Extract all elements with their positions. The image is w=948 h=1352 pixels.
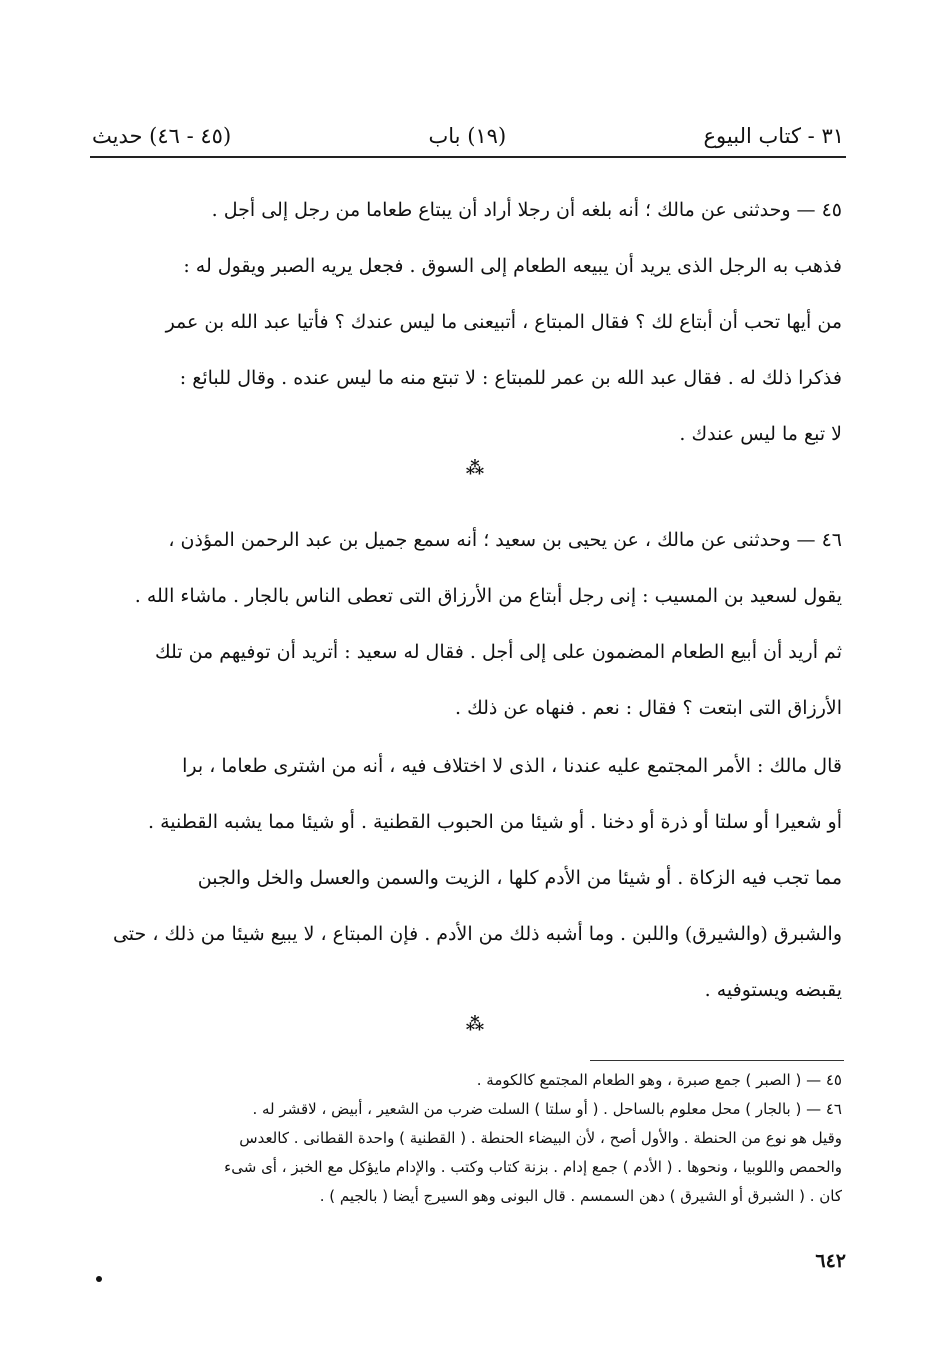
section-separator: ⁂	[465, 1014, 483, 1035]
header-chapter: ٣١ - كتاب البيوع	[703, 124, 844, 148]
malik-commentary	[96, 738, 842, 1018]
hadith-46-line: الأرزاق التى ابتعت ؟ فقال : نعم . فنهاه عن ذلك .	[454, 697, 842, 719]
header-hadith-range: (٤٥ - ٤٦) حديث	[92, 124, 232, 148]
footnote-line: كان . ( الشبرق أو الشيرق ) دهن السمسم . قال البونى وهو السيرج أيضا ( بالجيم ) .	[319, 1187, 842, 1205]
hadith-45-line: لا تبع ما ليس عندك .	[679, 423, 842, 445]
page-header	[92, 118, 844, 154]
malik-line: قال مالك : الأمر المجتمع عليه عندنا ، الذى لا اختلاف فيه ، أنه من اشترى طعاما ، برا	[182, 755, 842, 777]
footnotes	[96, 1066, 842, 1211]
section-separator: ⁂	[465, 458, 483, 479]
footnote-line: ٤٦ — ( بالجار ) محل معلوم بالساحل . ( أو سلتا ) السلت ضرب من الشعير ، أبيض ، لاقشر له .	[252, 1100, 842, 1118]
header-rule	[90, 156, 846, 158]
hadith-45	[96, 182, 842, 462]
footnote-rule	[590, 1060, 844, 1061]
hadith-45-line: فذكرا ذلك له . فقال عبد الله بن عمر للمبتاع : لا تبتع منه ما ليس عنده . وقال للبائع :	[179, 367, 842, 389]
page-number: ٦٤٢	[815, 1250, 846, 1272]
hadith-46-line: يقول لسعيد بن المسيب : إنى رجل أبتاع من الأرزاق التى تعطى الناس بالجار . ماشاء الله .	[134, 585, 842, 607]
header-bab: (١٩) باب	[428, 124, 507, 148]
footnote-line: والحمص واللوبيا ، ونحوها . ( الأدم ) جمع إدام . بزنة كتاب وكتب . والإدام مايؤكل مع الخبز ، أى شىء	[224, 1158, 842, 1176]
malik-line: والشبرق (والشيرق) واللبن . وما أشبه ذلك من الأدم . فإن المبتاع ، لا يبيع شيئا من ذلك ، حتى	[112, 923, 842, 945]
hadith-46-line: ٤٦ — وحدثنى عن مالك ، عن يحيى بن سعيد ؛ أنه سمع جميل بن عبد الرحمن المؤذن ،	[168, 529, 842, 551]
malik-line: أو شعيرا أو سلتا أو ذرة أو دخنا . أو شيئا من الحبوب القطنية . أو شيئا مما يشبه القطنية .	[148, 811, 842, 833]
footnote-line: ٤٥ — ( الصبر ) جمع صبرة ، وهو الطعام المجتمع كالكومة .	[476, 1071, 842, 1089]
hadith-45-line: من أيها تحب أن أبتاع لك ؟ فقال المبتاع ، أتبيعنى ما ليس عندك ؟ فأتيا عبد الله بن عمر	[165, 311, 842, 333]
hadith-45-line: ٤٥ — وحدثنى عن مالك ؛ أنه بلغه أن رجلا أراد أن يبتاع طعاما من رجل إلى أجل .	[211, 199, 842, 221]
malik-line: يقبضه ويستوفيه .	[704, 979, 842, 1001]
hadith-45-line: فذهب به الرجل الذى يريد أن يبيعه الطعام إلى السوق . فجعل يريه الصبر ويقول له :	[183, 255, 842, 277]
ink-dot	[96, 1276, 102, 1282]
hadith-46	[96, 512, 842, 736]
hadith-46-line: ثم أريد أن أبيع الطعام المضمون على إلى أجل . فقال له سعيد : أتريد أن توفيهم من تلك	[154, 641, 842, 663]
malik-line: مما تجب فيه الزكاة . أو شيئا من الأدم كلها ، الزيت والسمن والعسل والخل والجبن	[197, 867, 842, 889]
footnote-line: وقيل هو نوع من الحنطة . والأول أصح ، لأن البيضاء الحنطة . ( القطنية ) واحدة القطانى . كالعدس	[239, 1129, 842, 1147]
